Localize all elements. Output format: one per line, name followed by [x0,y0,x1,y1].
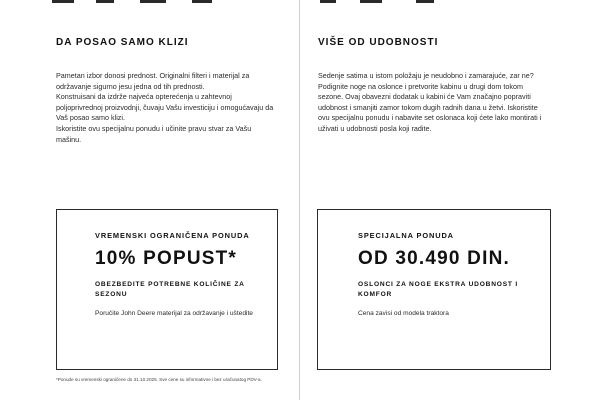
left-column-heading: DA POSAO SAMO KLIZI [56,37,189,48]
discount-offer-box [56,209,278,370]
offer-subheading: OSLONCI ZA NOGE EKSTRA UDOBNOST I KOMFOR [358,281,518,298]
offer-note: Poručite John Deere materijal za održavanje i uštedite [95,310,253,317]
offer-label: SPECIJALNA PONUDA [358,231,454,240]
right-column-body [318,71,550,135]
cropped-top-decoration-left [52,0,252,6]
price-offer-box [317,209,551,370]
column-divider [299,0,300,400]
footnote: *Ponude su vremenski ograničene do 31.10.2025. Sve cene su informativne i bez uračunatog PDV-a. [56,377,262,382]
offer-note: Cena zavisi od modela traktora [358,310,449,317]
cropped-top-decoration-right [320,0,520,6]
left-column-body [56,71,278,145]
right-paragraph: Sedenje satima u istom položaju je neudobno i zamarajuće, zar ne? Podignite noge na oslonce i pretvorite kabinu u drugi dom tokom sezone. Ovaj obavezni dodatak u kabini će Vam značajno popraviti udobnost i smanjiti zamor tokom dugih radnih dana u žetvi. Iskoristite ovu specijalnu ponudu i nabavite set oslonaca koji ćete lako montirati i uživati u udobnosti posla koji radite. [318,71,542,133]
left-paragraph: Pametan izbor donosi prednost. Originalni filteri i materijal za održavanje sigurno jesu jedna od tih prednosti. [56,71,250,91]
discount-value: 10% POPUST* [95,248,238,269]
right-column-heading: VIŠE OD UDOBNOSTI [318,37,439,48]
offer-subheading: OBEZBEDITE POTREBNE KOLIČINE ZA SEZONU [95,281,245,298]
left-paragraph: Iskoristite ovu specijalnu ponudu i učinite pravu stvar za Vašu mašinu. [56,123,252,144]
offer-label: VREMENSKI OGRANIČENA PONUDA [95,231,250,240]
price-value: OD 30.490 DIN. [358,248,510,269]
left-paragraph: Konstruisani da izdrže najveća opterećenja u zahtevnoj poljoprivrednoj proizvodnji, čuvaju Vašu investiciju i omogućavaju da Vaš posao samo klizi. [56,92,274,123]
